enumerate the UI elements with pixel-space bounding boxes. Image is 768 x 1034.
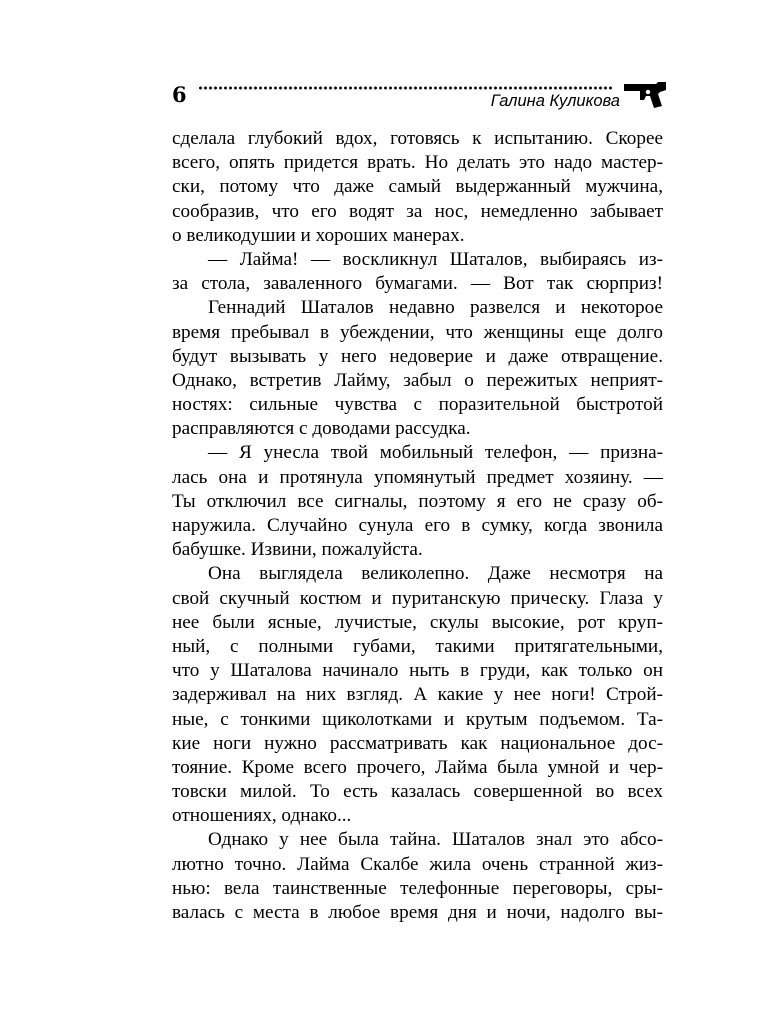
text-line: Однако, встретив Лайму, забыл о пережитых неприят- — [172, 369, 663, 391]
text-line: Геннадий Шаталов недавно развелся и некоторое — [208, 297, 663, 319]
text-line: Она выглядела великолепно. Даже несмотря на — [208, 563, 663, 585]
text-line: Однако у нее была тайна. Шаталов знал это абсо- — [208, 829, 663, 851]
text-line: кие ноги нужно рассматривать как национальное дос- — [172, 732, 663, 754]
text-line: будут вызывать у него недоверие и даже отвращение. — [172, 345, 663, 367]
text-line: ностях: сильные чувства с поразительной быстротой — [172, 394, 663, 416]
text-line: о великодушии и хороших манерах. — [172, 224, 465, 246]
text-line: валась с места в любое время дня и ночи, надолго вы- — [172, 902, 663, 923]
text-line: Ты отключил все сигналы, поэтому я его не сразу об- — [172, 490, 663, 512]
text-line: ный, с полными губами, такими притягательными, — [172, 635, 663, 657]
text-line: тояние. Кроме всего прочего, Лайма была умной и чер- — [172, 756, 663, 778]
text-line: нее были ясные, лучистые, скулы высокие, рот круп- — [172, 611, 663, 633]
text-line: за стола, заваленного бумагами. — Вот так сюрприз! — [172, 273, 663, 295]
text-line: — Лайма! — воскликнул Шаталов, выбираясь из- — [208, 248, 663, 270]
text-line: сделала глубокий вдох, готовясь к испытанию. Скорее — [172, 128, 663, 149]
text-line: товски милой. То есть казалась совершенной во всех — [172, 781, 663, 803]
text-line: расправляются с доводами рассудка. — [172, 418, 471, 440]
running-head-author: Галина Куликова — [490, 92, 620, 110]
text-line: бабушке. Извини, пожалуйста. — [172, 539, 423, 561]
text-line: задерживал на них взгляд. А какие у нее ноги! Строй- — [172, 684, 663, 706]
text-line: отношениях, однако... — [172, 805, 352, 827]
revolver-icon — [622, 80, 668, 110]
text-line: время пребывал в убеждении, что женщины еще долго — [172, 321, 663, 343]
text-line: ски, потому что даже самый выдержанный мужчина, — [172, 176, 663, 198]
text-line: лась она и протянула упомянутый предмет хозяину. — — [172, 466, 663, 488]
dotted-leader — [198, 86, 614, 90]
text-line: что у Шаталова начинало ныть в груди, как только он — [172, 660, 663, 682]
text-line: ные, с тонкими щиколотками и крутым подъемом. Та- — [172, 708, 663, 730]
text-line: нью: вела таинственные телефонные переговоры, сры- — [172, 877, 663, 899]
text-line: свой скучный костюм и пуританскую прическу. Глаза у — [172, 587, 663, 609]
text-line: наружила. Случайно сунула его в сумку, когда звонила — [172, 515, 663, 536]
text-line: — Я унесла твой мобильный телефон, — призна- — [208, 442, 663, 464]
text-line: сообразив, что его водят за нос, немедленно забывает — [172, 200, 663, 222]
text-line: лютно точно. Лайма Скалбе жила очень странной жиз- — [172, 853, 663, 875]
text-line: всего, опять придется врать. Но делать это надо мастер- — [172, 152, 663, 174]
body-text — [172, 127, 663, 925]
page-number: 6 — [172, 82, 187, 107]
